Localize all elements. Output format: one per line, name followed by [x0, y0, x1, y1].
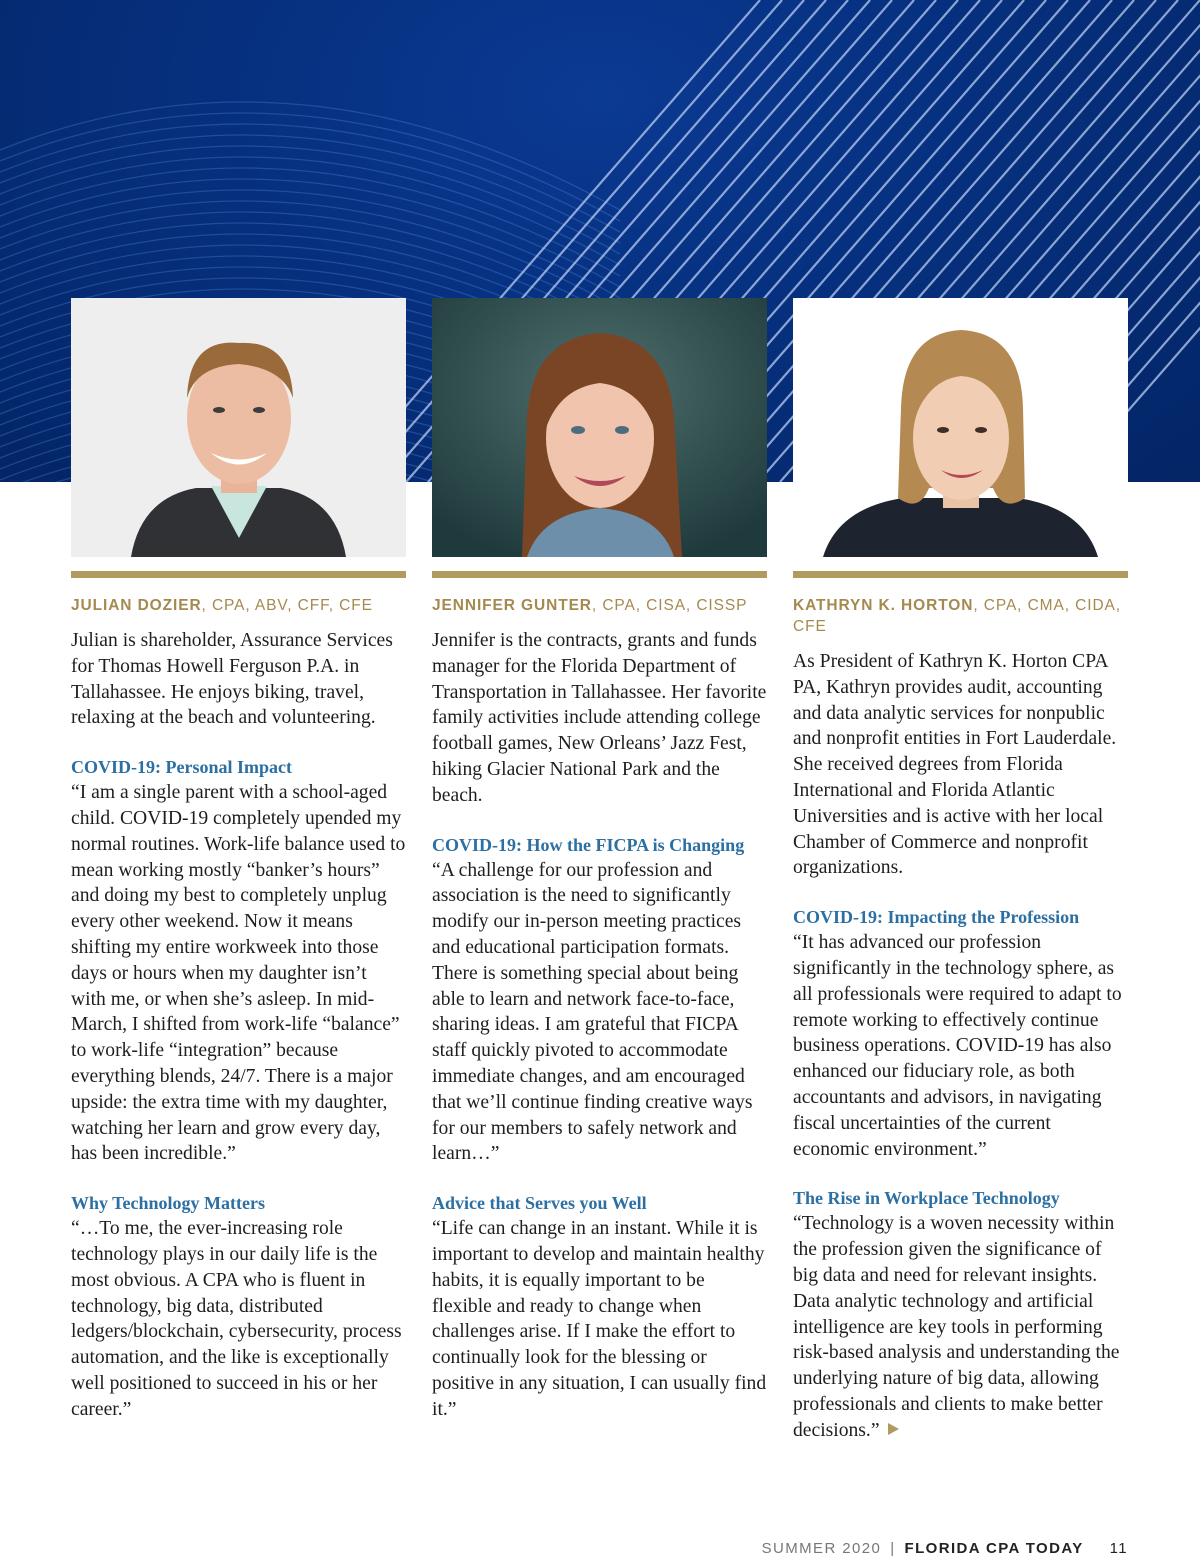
triangle-right-icon: [888, 1423, 899, 1435]
section-heading: COVID-19: Personal Impact: [71, 757, 292, 778]
magazine-title: FLORIDA CPA TODAY: [904, 1540, 1084, 1557]
section-heading: COVID-19: How the FICPA is Changing: [432, 834, 745, 855]
section-quote: “It has advanced our profession significantly in the technology sphere, as all professionals were required to adapt to remote working to effectively continue business operations. COVID-19 has also enhanced our fiduciary role, as both accountants and advisors, in navigating fiscal uncertainties of the current economic environment.”: [793, 932, 1122, 1160]
section-quote: “I am a single parent with a school-aged child. COVID-19 completely upended my normal routines. Work-life balance used to mean working mostly “banker’s hours” and doing my best to completely unplug every other weekend. Now it means shifting my entire workweek into those days or hours when my daughter isn’t with me, or when she’s asleep. In mid-March, I shifted from work-life “balance” to work-life “integration” because everything blends, 24/7. There is a major upside: the extra time with my daughter, watching her learn and grow every day, has been incredible.”: [71, 782, 406, 1165]
section-quote: “…To me, the ever-increasing role technology plays in our daily life is the most obvious. A CPA who is fluent in technology, big data, distributed ledgers/blockchain, cybersecurity, process automation, and the like is exceptionally well positioned to succeed in his or her career.”: [71, 1218, 402, 1420]
section-heading: The Rise in Workplace Technology: [793, 1188, 1060, 1209]
gold-rule: [71, 571, 406, 578]
portrait-photo-kathryn: [793, 298, 1128, 557]
profile-column-kathryn: [793, 298, 1128, 1444]
section-quote: “A challenge for our profession and association is the need to significantly modify our in-person meeting practices and educational participation formats. There is something special about being able to learn and network face-to-face, sharing ideas. I am grateful that FICPA staff quickly pivoted to accommodate immediate changes, and am encouraged that we’ll continue finding creative ways for our members to safely network and learn…”: [432, 859, 753, 1165]
portrait-photo-jennifer: [432, 298, 767, 557]
profile-bio: As President of Kathryn K. Horton CPA PA, Kathryn provides audit, accounting and data analytic services for nonpublic and nonprofit entities in Fort Lauderdale. She received degrees from Florida International and Florida Atlantic Universities and is active with her local Chamber of Commerce and nonprofit organizations.: [793, 651, 1117, 879]
footer-separator: |: [890, 1540, 896, 1557]
profile-column-julian: [71, 298, 406, 1423]
profile-name: JENNIFER GUNTER, CPA, CISA, CISSP: [432, 597, 748, 614]
section-heading: COVID-19: Impacting the Profession: [793, 907, 1080, 928]
section-heading: Why Technology Matters: [71, 1193, 266, 1214]
issue-label: SUMMER 2020: [761, 1540, 882, 1557]
section-heading: Advice that Serves you Well: [432, 1193, 647, 1214]
page-footer: [762, 1540, 1128, 1557]
profile-name: JULIAN DOZIER, CPA, ABV, CFF, CFE: [71, 597, 373, 614]
gold-rule: [793, 571, 1128, 578]
profile-name: KATHRYN K. HORTON, CPA, CMA, CIDA, CFE: [793, 597, 1121, 635]
gold-rule: [432, 571, 767, 578]
portrait-photo-julian: [71, 298, 406, 557]
profile-column-jennifer: [432, 298, 767, 1423]
section-quote: “Technology is a woven necessity within the profession given the significance of big data and need for relevant insights. Data analytic technology and artificial intelligence are key tools in performing risk-based analysis and understanding the underlying nature of big data, allowing professionals and clients to make better decisions.”: [793, 1213, 1120, 1441]
section-quote: “Life can change in an instant. While it is important to develop and maintain healthy habits, it is equally important to be flexible and ready to change when challenges arise. If I make the effort to continually look for the blessing or positive in any situation, I can usually find it.”: [432, 1218, 767, 1420]
profile-bio: Julian is shareholder, Assurance Services for Thomas Howell Ferguson P.A. in Tallahassee. He enjoys biking, travel, relaxing at the beach and volunteering.: [71, 630, 393, 729]
profile-bio: Jennifer is the contracts, grants and funds manager for the Florida Department of Transportation in Tallahassee. Her favorite family activities include attending college football games, New Orleans’ Jazz Fest, hiking Glacier National Park and the beach.: [432, 630, 767, 806]
page-number: 11: [1109, 1540, 1128, 1557]
